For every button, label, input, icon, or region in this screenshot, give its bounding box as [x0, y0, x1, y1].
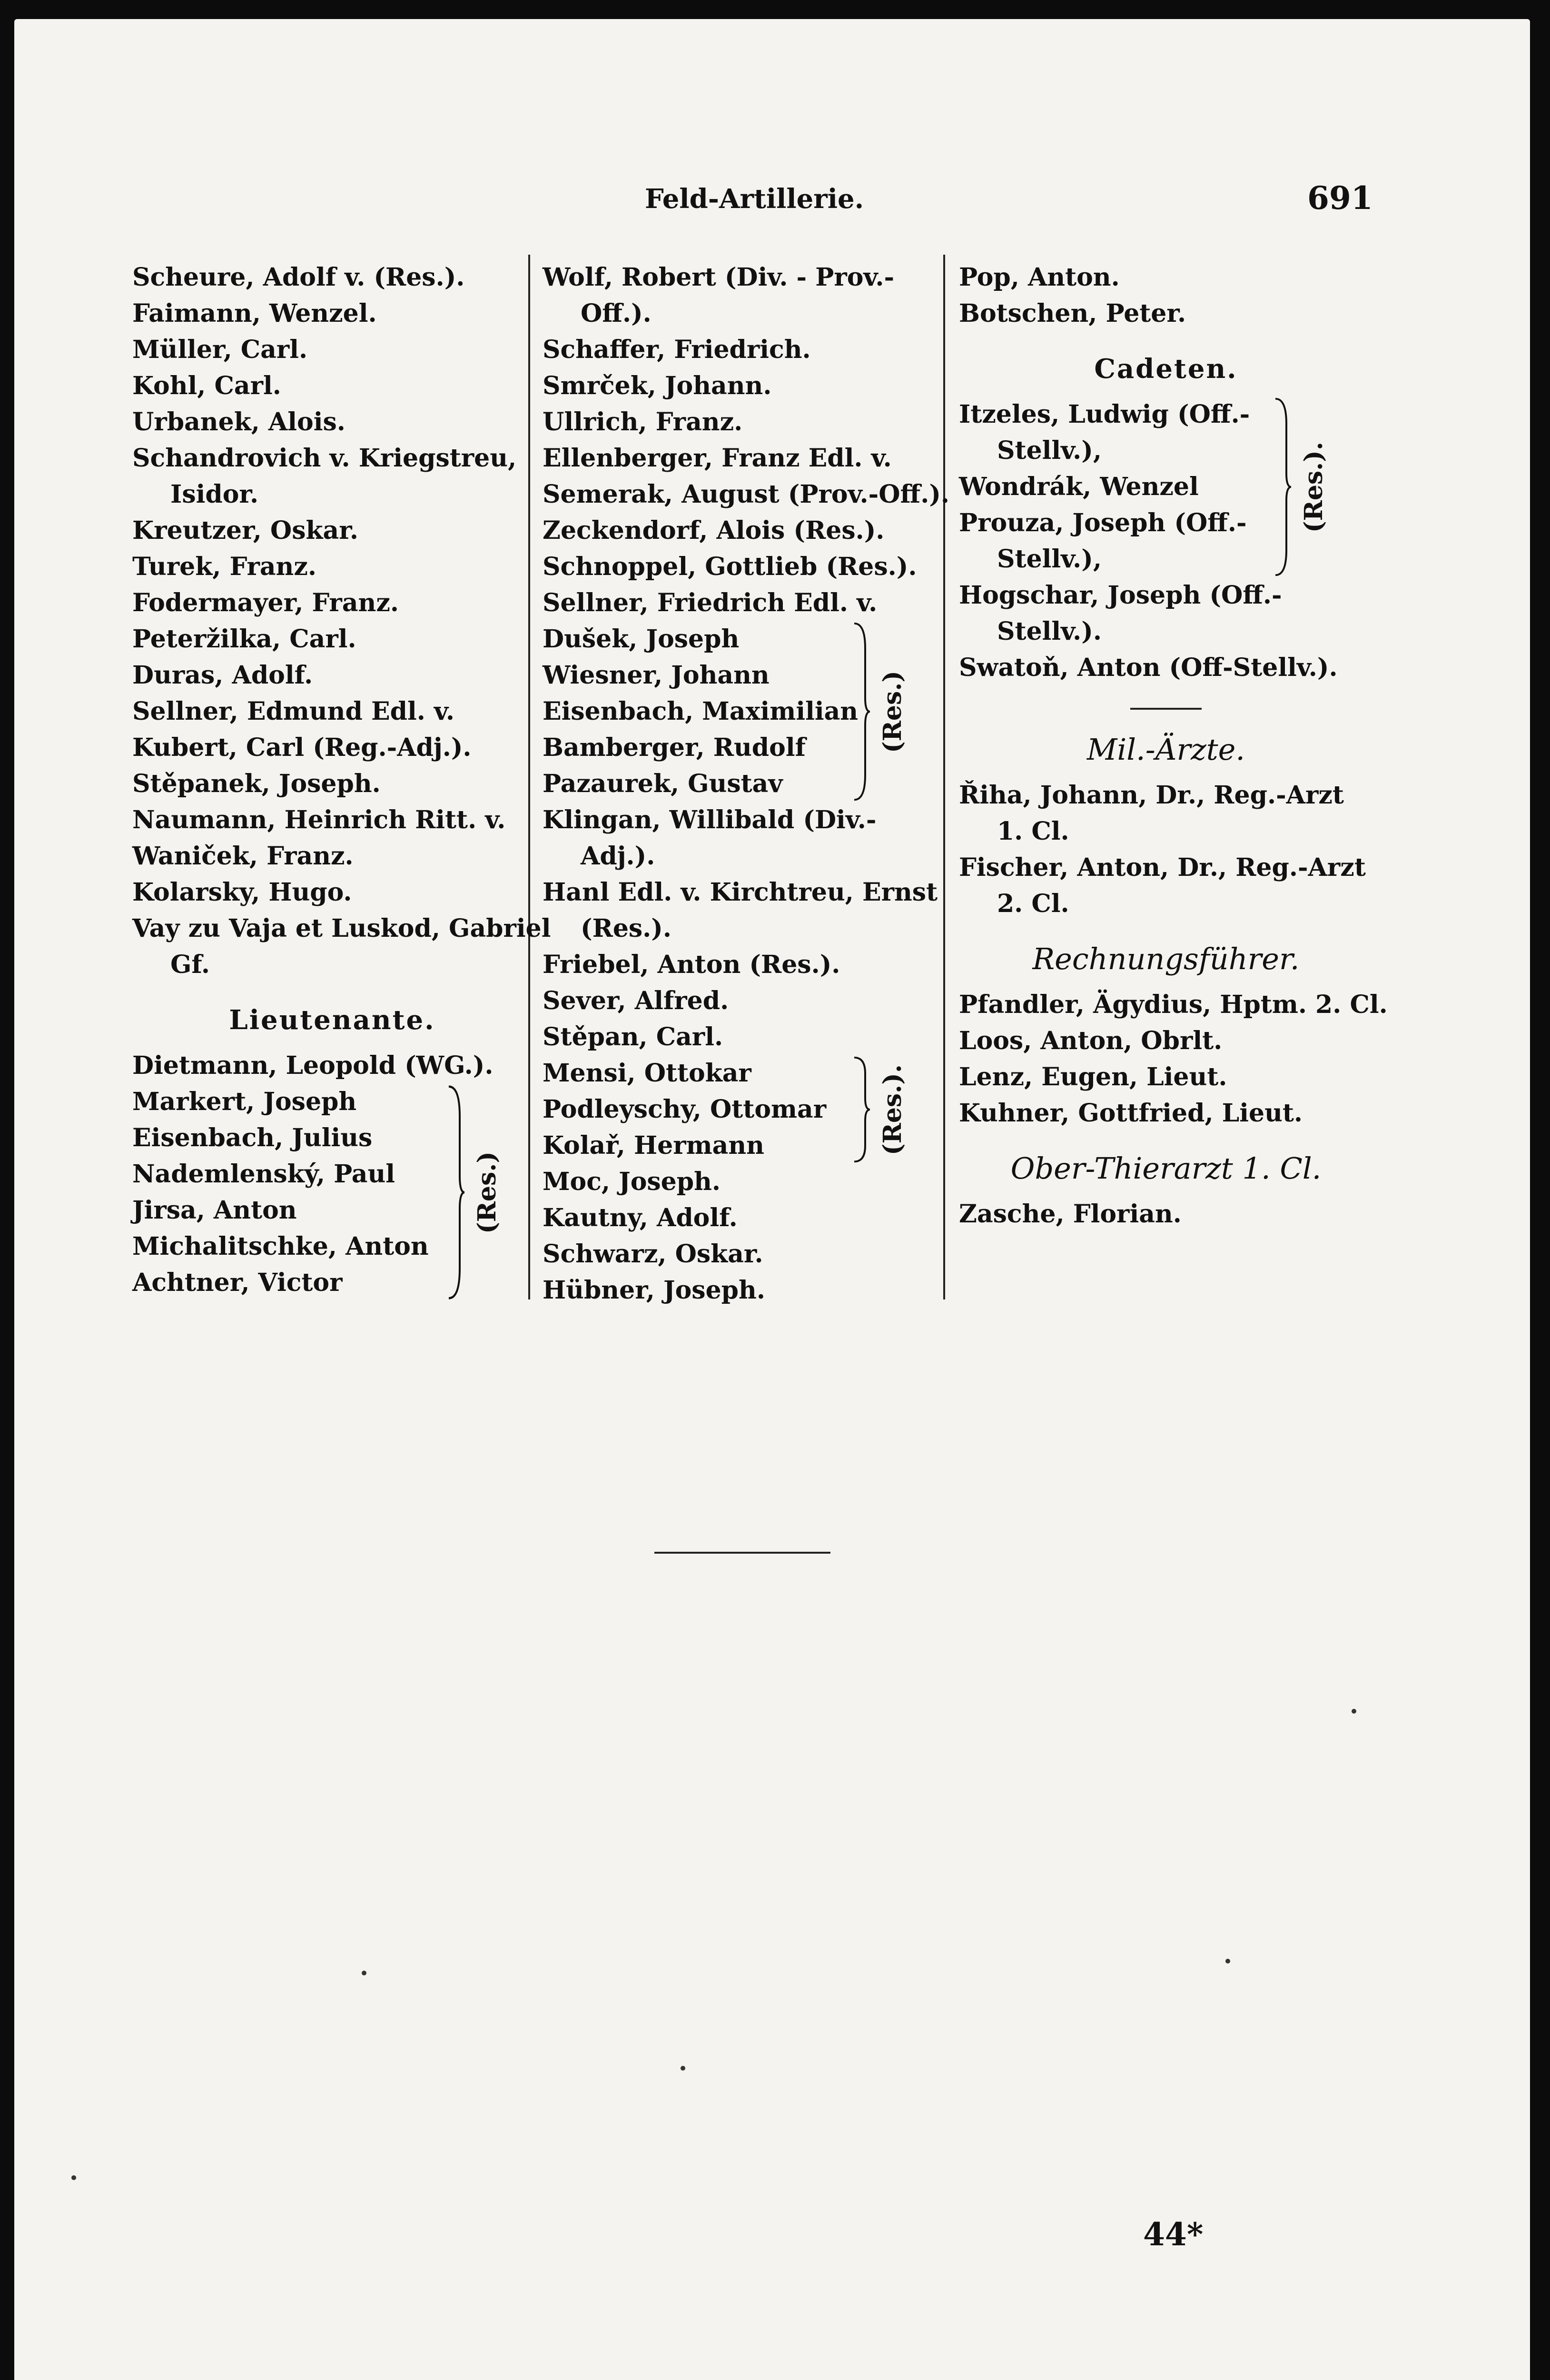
reserve-group	[132, 1084, 532, 1301]
entry: Moc, Joseph.	[543, 1167, 721, 1196]
entry: Sellner, Edmund Edl. v.	[132, 697, 454, 726]
entry: Bamberger, Rudolf	[543, 733, 806, 762]
entry: Müller, Carl.	[132, 335, 308, 364]
entry: Loos, Anton, Obrlt.	[959, 1026, 1223, 1055]
entry-continuation: Isidor.	[170, 480, 259, 509]
entry: Pfandler, Ägydius, Hptm. 2. Cl.	[959, 990, 1388, 1019]
entry: Urbanek, Alois.	[132, 407, 346, 436]
entry: Turek, Franz.	[132, 552, 316, 581]
entry: Kautny, Adolf.	[543, 1203, 738, 1232]
entry-continuation: Stellv.),	[997, 436, 1102, 465]
entry: Kubert, Carl (Reg.-Adj.).	[132, 733, 472, 762]
entry-continuation: (Res.).	[581, 914, 671, 943]
paper-speck	[1352, 1709, 1356, 1714]
entry: Duras, Adolf.	[132, 661, 313, 690]
reserve-label: (Res.).	[1299, 441, 1328, 533]
brace-icon	[852, 621, 871, 802]
entry: Kreutzer, Oskar.	[132, 516, 358, 545]
entry-continuation: Stellv.).	[997, 617, 1102, 646]
entry: Pop, Anton.	[959, 263, 1120, 292]
entry: Faimann, Wenzel.	[132, 299, 377, 328]
entry: Achtner, Victor	[132, 1268, 343, 1297]
entry: Stěpanek, Joseph.	[132, 769, 381, 798]
entry: Sever, Alfred.	[543, 986, 729, 1015]
entry: Schandrovich v. Kriegstreu,	[132, 444, 517, 473]
entry: Zasche, Florian.	[959, 1200, 1182, 1229]
running-title: Feld-Artillerie.	[645, 183, 864, 215]
entry: Itzeles, Ludwig (Off.-	[959, 400, 1250, 429]
entry: Pazaurek, Gustav	[543, 769, 783, 798]
entry: Hogschar, Joseph (Off.-	[959, 581, 1282, 610]
entry: Schwarz, Oskar.	[543, 1240, 763, 1269]
entry-continuation: 1. Cl.	[997, 817, 1069, 846]
entry: Prouza, Joseph (Off.-	[959, 508, 1247, 537]
entry: Smrček, Johann.	[543, 371, 772, 400]
entry: Řiha, Johann, Dr., Reg.-Arzt	[959, 781, 1344, 810]
entry: Scheure, Adolf v. (Res.).	[132, 263, 465, 292]
entry: Dušek, Joseph	[543, 625, 740, 654]
brace-icon	[446, 1084, 465, 1301]
entry: Wiesner, Johann	[543, 661, 770, 690]
reserve-label: (Res.).	[878, 1064, 907, 1155]
entry: Waniček, Franz.	[132, 842, 354, 871]
section-heading-cadets: Cadeten.	[1094, 353, 1238, 385]
curly-brace	[852, 1055, 911, 1164]
entry: Nademlenský, Paul	[132, 1160, 395, 1189]
column-1	[132, 259, 551, 1301]
entry-continuation: Stellv.),	[997, 545, 1102, 574]
curly-brace	[1273, 397, 1332, 577]
section-heading-doctors: Mil.-Ärzte.	[1086, 732, 1245, 767]
page-number: 691	[1307, 179, 1373, 217]
entry: Naumann, Heinrich Ritt. v.	[132, 805, 506, 834]
entry: Kohl, Carl.	[132, 371, 281, 400]
entry-text: Klingan, Willibald (Div.-	[543, 805, 877, 834]
entry: Sellner, Friedrich Edl. v.	[543, 588, 878, 617]
entry: Zeckendorf, Alois (Res.).	[543, 516, 885, 545]
entry: Fodermayer, Franz.	[132, 588, 399, 617]
entry	[543, 802, 952, 838]
entry-continuation: Adj.).	[581, 842, 655, 871]
end-rule	[654, 1552, 830, 1554]
entry: Lenz, Eugen, Lieut.	[959, 1062, 1227, 1091]
entry-continuation: Off.).	[581, 299, 652, 328]
entry: Hübner, Joseph.	[543, 1276, 765, 1305]
section-heading-lieutenants: Lieutenante.	[229, 1004, 435, 1036]
reserve-group	[543, 621, 952, 802]
section-heading-accountants: Rechnungsführer.	[1032, 942, 1300, 976]
curly-brace	[446, 1084, 505, 1301]
column-2	[543, 259, 952, 1309]
entry: Kuhner, Gottfried, Lieut.	[959, 1099, 1303, 1128]
reserve-group	[959, 397, 1373, 577]
entry: Kolař, Hermann	[543, 1131, 764, 1160]
entry: Podleyschy, Ottomar	[543, 1095, 827, 1124]
entry: Schaffer, Friedrich.	[543, 335, 811, 364]
document-page	[14, 19, 1530, 2380]
entry: Botschen, Peter.	[959, 299, 1186, 328]
entry: Ellenberger, Franz Edl. v.	[543, 444, 892, 473]
entry: Vay zu Vaja et Luskod, Gabriel	[132, 914, 551, 943]
brace-icon	[852, 1055, 871, 1164]
reserve-label: (Res.)	[473, 1151, 502, 1234]
paper-speck	[362, 1971, 366, 1975]
reserve-label: (Res.)	[878, 670, 907, 753]
section-heading-veterinarian: Ober-Thierarzt 1. Cl.	[1010, 1151, 1322, 1186]
entry: Eisenbach, Julius	[132, 1123, 373, 1152]
entry: Michalitschke, Anton	[132, 1232, 429, 1261]
column-3	[959, 259, 1388, 1232]
entry: Wondrák, Wenzel	[959, 472, 1199, 501]
entry: Swatoň, Anton (Off-Stellv.).	[959, 653, 1338, 682]
entry-continuation: Gf.	[170, 950, 210, 979]
paper-speck	[71, 2175, 76, 2180]
entry: Hanl Edl. v. Kirchtreu, Ernst	[543, 878, 938, 907]
entry: Fischer, Anton, Dr., Reg.-Arzt	[959, 853, 1366, 882]
curly-brace	[852, 621, 911, 802]
reserve-group	[543, 1055, 952, 1164]
entry: Peteržilka, Carl.	[132, 625, 356, 654]
signature-mark: 44*	[1143, 2216, 1204, 2253]
entry: Eisenbach, Maximilian	[543, 697, 859, 726]
entry: Schnoppel, Gottlieb (Res.).	[543, 552, 917, 581]
paper-speck	[681, 2066, 685, 2071]
entry: Jirsa, Anton	[132, 1196, 297, 1225]
entry: Markert, Joseph	[132, 1087, 357, 1116]
entry-continuation: 2. Cl.	[997, 889, 1069, 918]
entry: Wolf, Robert (Div. - Prov.-	[543, 263, 895, 292]
entry: Semerak, August (Prov.-Off.).	[543, 480, 950, 509]
paper-speck	[1225, 1959, 1230, 1964]
section-divider	[1130, 708, 1202, 710]
entry: Mensi, Ottokar	[543, 1059, 751, 1088]
entry: Kolarsky, Hugo.	[132, 878, 352, 907]
entry: Stěpan, Carl.	[543, 1022, 723, 1051]
page-header	[14, 179, 1530, 221]
entry: Dietmann, Leopold (WG.).	[132, 1051, 494, 1080]
entry: Ullrich, Franz.	[543, 407, 743, 436]
entry: Friebel, Anton (Res.).	[543, 950, 840, 979]
brace-icon	[1273, 397, 1292, 577]
